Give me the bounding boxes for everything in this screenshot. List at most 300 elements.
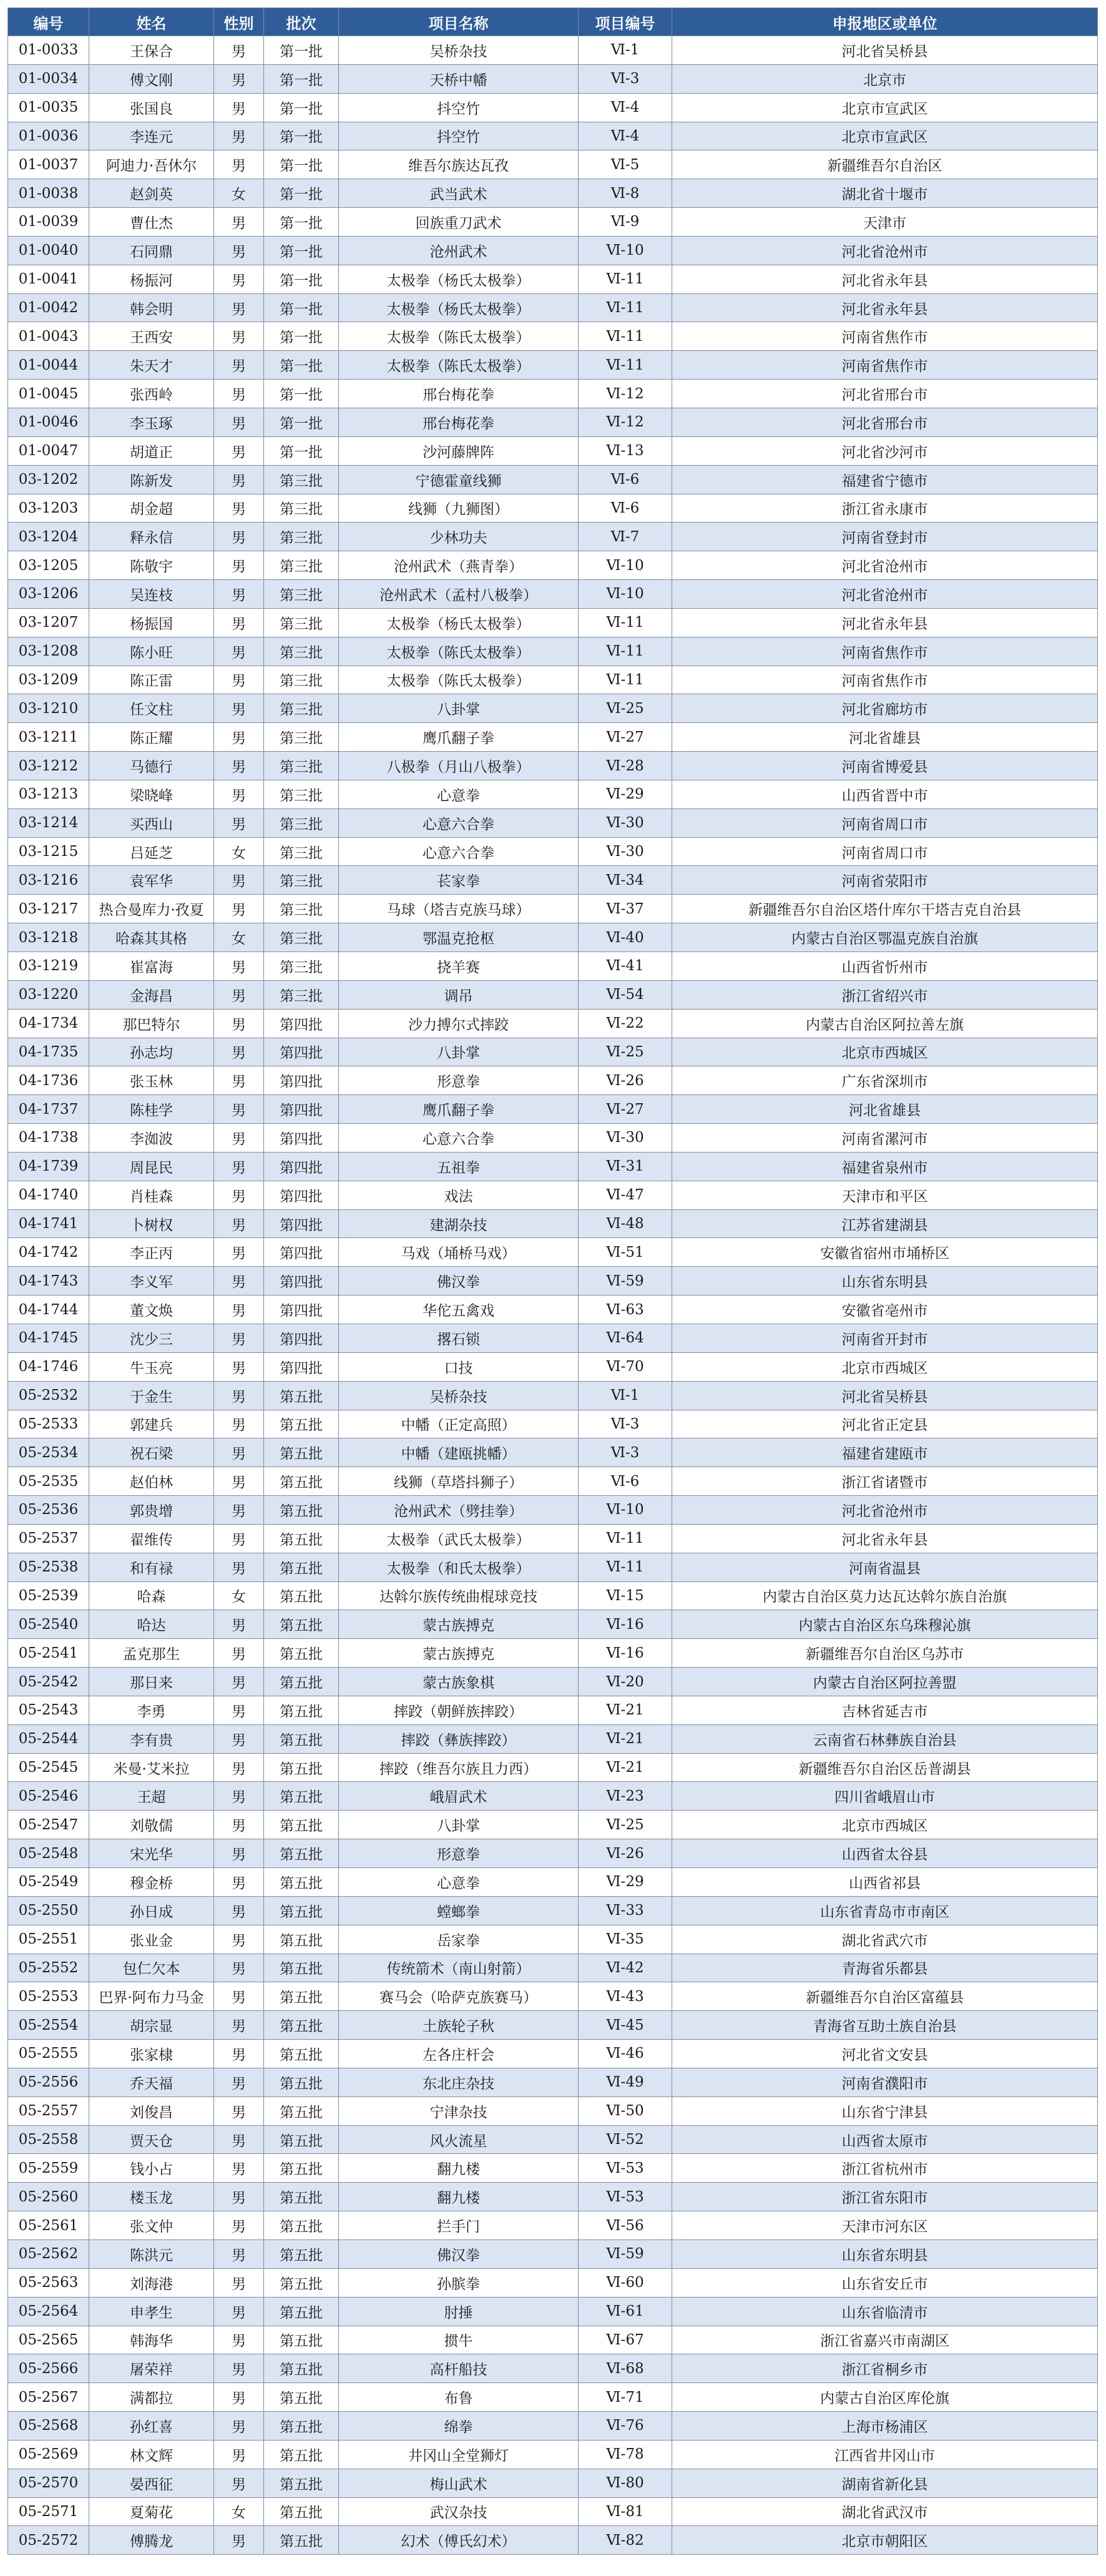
cell-name: 郭贵增 [89, 1496, 214, 1525]
cell-gender: 男 [214, 408, 264, 436]
cell-project-name: 少林功夫 [339, 523, 579, 551]
cell-region: 北京市 [672, 64, 1098, 93]
cell-project-code: Ⅵ-3 [579, 64, 672, 93]
table-row [8, 723, 1098, 752]
cell-id: 05-2566 [8, 2354, 89, 2383]
cell-region: 青海省乐都县 [672, 1954, 1098, 1982]
table-row [8, 2040, 1098, 2068]
cell-batch: 第三批 [264, 666, 339, 694]
cell-batch: 第三批 [264, 523, 339, 551]
cell-region: 北京市朝阳区 [672, 2526, 1098, 2555]
table-row [8, 351, 1098, 380]
cell-id: 05-2552 [8, 1954, 89, 1982]
table-row [8, 923, 1098, 952]
cell-project-name: 戏法 [339, 1181, 579, 1209]
cell-region: 新疆维吾尔自治区塔什库尔干塔吉克自治县 [672, 895, 1098, 923]
cell-region: 浙江省杭州市 [672, 2154, 1098, 2183]
cell-name: 肖桂森 [89, 1181, 214, 1209]
cell-batch: 第五批 [264, 1524, 339, 1553]
cell-name: 孙日成 [89, 1896, 214, 1925]
cell-region: 河南省漯河市 [672, 1124, 1098, 1153]
cell-gender: 男 [214, 809, 264, 837]
cell-project-name: 邢台梅花拳 [339, 408, 579, 436]
cell-name: 申孝生 [89, 2297, 214, 2326]
cell-name: 释永信 [89, 523, 214, 551]
cell-batch: 第五批 [264, 2440, 339, 2469]
cell-batch: 第三批 [264, 465, 339, 494]
cell-project-name: 传统箭术（南山射箭） [339, 1954, 579, 1982]
cell-batch: 第四批 [264, 1152, 339, 1181]
cell-region: 湖北省武穴市 [672, 1925, 1098, 1954]
cell-batch: 第五批 [264, 2469, 339, 2497]
cell-name: 孟克那生 [89, 1639, 214, 1668]
cell-name: 李义军 [89, 1267, 214, 1295]
cell-gender: 男 [214, 1095, 264, 1124]
cell-batch: 第一批 [264, 150, 339, 179]
table-row [8, 465, 1098, 494]
cell-project-name: 苌家拳 [339, 866, 579, 895]
cell-region: 湖南省新化县 [672, 2469, 1098, 2497]
cell-project-code: Ⅵ-30 [579, 837, 672, 866]
cell-id: 05-2544 [8, 1724, 89, 1753]
cell-region: 河南省焦作市 [672, 351, 1098, 380]
cell-project-name: 高杆船技 [339, 2354, 579, 2383]
table-body [8, 36, 1098, 2555]
table-row [8, 2011, 1098, 2040]
table-row [8, 265, 1098, 293]
cell-project-name: 孙膑拳 [339, 2268, 579, 2297]
cell-project-code: Ⅵ-50 [579, 2097, 672, 2125]
cell-project-code: Ⅵ-49 [579, 2068, 672, 2097]
cell-project-code: Ⅵ-70 [579, 1352, 672, 1381]
cell-project-name: 武汉杂技 [339, 2497, 579, 2526]
cell-name: 张业金 [89, 1925, 214, 1954]
cell-batch: 第五批 [264, 2526, 339, 2555]
cell-region: 内蒙古自治区东乌珠穆沁旗 [672, 1610, 1098, 1639]
cell-name: 哈森其其格 [89, 923, 214, 952]
cell-project-code: Ⅵ-13 [579, 436, 672, 465]
cell-project-name: 华佗五禽戏 [339, 1295, 579, 1324]
cell-id: 04-1735 [8, 1038, 89, 1066]
cell-gender: 男 [214, 551, 264, 580]
cell-gender: 男 [214, 1038, 264, 1066]
cell-region: 福建省宁德市 [672, 465, 1098, 494]
cell-gender: 男 [214, 2268, 264, 2297]
cell-project-code: Ⅵ-12 [579, 380, 672, 408]
cell-id: 05-2535 [8, 1467, 89, 1496]
cell-id: 03-1202 [8, 465, 89, 494]
table-row [8, 2268, 1098, 2297]
table-row [8, 809, 1098, 837]
cell-batch: 第五批 [264, 1467, 339, 1496]
header-region: 申报地区或单位 [672, 8, 1098, 36]
cell-name: 李连元 [89, 122, 214, 150]
cell-region: 山西省太谷县 [672, 1839, 1098, 1868]
cell-project-name: 形意拳 [339, 1839, 579, 1868]
cell-id: 03-1205 [8, 551, 89, 580]
cell-gender: 男 [214, 1352, 264, 1381]
cell-batch: 第五批 [264, 2125, 339, 2154]
cell-name: 杨振国 [89, 608, 214, 637]
cell-project-name: 沧州武术（劈挂拳） [339, 1496, 579, 1525]
cell-name: 崔富海 [89, 952, 214, 981]
cell-project-name: 拦手门 [339, 2211, 579, 2240]
table-row [8, 1954, 1098, 1982]
cell-gender: 男 [214, 1267, 264, 1295]
cell-id: 03-1212 [8, 752, 89, 780]
cell-gender: 男 [214, 322, 264, 351]
cell-name: 周昆民 [89, 1152, 214, 1181]
cell-region: 吉林省延吉市 [672, 1696, 1098, 1724]
cell-project-code: Ⅵ-16 [579, 1610, 672, 1639]
cell-project-code: Ⅵ-80 [579, 2469, 672, 2497]
cell-gender: 男 [214, 1124, 264, 1153]
cell-project-code: Ⅵ-11 [579, 608, 672, 637]
cell-gender: 男 [214, 494, 264, 523]
cell-gender: 男 [214, 694, 264, 723]
cell-project-name: 邢台梅花拳 [339, 380, 579, 408]
cell-batch: 第五批 [264, 1553, 339, 1581]
cell-id: 04-1745 [8, 1324, 89, 1352]
cell-project-code: Ⅵ-10 [579, 551, 672, 580]
cell-name: 牛玉亮 [89, 1352, 214, 1381]
cell-project-code: Ⅵ-35 [579, 1925, 672, 1954]
cell-gender: 男 [214, 952, 264, 981]
cell-gender: 男 [214, 1438, 264, 1467]
table-row [8, 122, 1098, 150]
cell-name: 孙志均 [89, 1038, 214, 1066]
header-batch: 批次 [264, 8, 339, 36]
cell-id: 05-2551 [8, 1925, 89, 1954]
table-row [8, 1696, 1098, 1724]
cell-project-code: Ⅵ-29 [579, 780, 672, 809]
cell-region: 福建省泉州市 [672, 1152, 1098, 1181]
cell-batch: 第四批 [264, 1352, 339, 1381]
cell-project-code: Ⅵ-27 [579, 723, 672, 752]
cell-batch: 第四批 [264, 1181, 339, 1209]
cell-gender: 女 [214, 2497, 264, 2526]
cell-gender: 男 [214, 1954, 264, 1982]
table-row [8, 1009, 1098, 1038]
cell-id: 05-2556 [8, 2068, 89, 2097]
cell-project-code: Ⅵ-51 [579, 1238, 672, 1267]
cell-region: 河北省正定县 [672, 1410, 1098, 1438]
table-row [8, 1553, 1098, 1581]
cell-region: 天津市河东区 [672, 2211, 1098, 2240]
cell-batch: 第三批 [264, 809, 339, 837]
cell-id: 03-1214 [8, 809, 89, 837]
cell-project-name: 螳螂拳 [339, 1896, 579, 1925]
cell-name: 卜树权 [89, 1209, 214, 1238]
cell-batch: 第一批 [264, 322, 339, 351]
cell-project-code: Ⅵ-43 [579, 1982, 672, 2011]
cell-project-code: Ⅵ-64 [579, 1324, 672, 1352]
cell-project-code: Ⅵ-21 [579, 1724, 672, 1753]
cell-batch: 第四批 [264, 1209, 339, 1238]
cell-project-code: Ⅵ-41 [579, 952, 672, 981]
cell-region: 河南省开封市 [672, 1324, 1098, 1352]
cell-project-name: 肘捶 [339, 2297, 579, 2326]
cell-region: 河北省邢台市 [672, 408, 1098, 436]
cell-project-name: 赛马会（哈萨克族赛马） [339, 1982, 579, 2011]
cell-region: 河北省雄县 [672, 723, 1098, 752]
cell-id: 05-2557 [8, 2097, 89, 2125]
cell-project-code: Ⅵ-21 [579, 1753, 672, 1782]
table-row [8, 1267, 1098, 1295]
table-row [8, 1811, 1098, 1839]
cell-project-code: Ⅵ-52 [579, 2125, 672, 2154]
cell-region: 天津市 [672, 208, 1098, 237]
table-row [8, 2440, 1098, 2469]
cell-id: 03-1207 [8, 608, 89, 637]
cell-name: 曹仕杰 [89, 208, 214, 237]
cell-project-code: Ⅵ-46 [579, 2040, 672, 2068]
cell-region: 河北省文安县 [672, 2040, 1098, 2068]
cell-region: 内蒙古自治区鄂温克族自治旗 [672, 923, 1098, 952]
table-row [8, 551, 1098, 580]
cell-name: 王超 [89, 1782, 214, 1811]
cell-region: 北京市西城区 [672, 1811, 1098, 1839]
cell-project-code: Ⅵ-8 [579, 179, 672, 208]
cell-project-name: 马戏（埇桥马戏） [339, 1238, 579, 1267]
table-row [8, 1410, 1098, 1438]
cell-name: 阿迪力·吾休尔 [89, 150, 214, 179]
table-row [8, 150, 1098, 179]
table-row [8, 2211, 1098, 2240]
cell-project-code: Ⅵ-56 [579, 2211, 672, 2240]
cell-name: 董文焕 [89, 1295, 214, 1324]
cell-project-name: 抖空竹 [339, 93, 579, 122]
cell-gender: 男 [214, 1868, 264, 1897]
cell-gender: 男 [214, 1381, 264, 1410]
cell-region: 北京市西城区 [672, 1038, 1098, 1066]
cell-project-name: 翻九楼 [339, 2183, 579, 2211]
cell-gender: 男 [214, 1839, 264, 1868]
cell-batch: 第三批 [264, 494, 339, 523]
cell-id: 05-2560 [8, 2183, 89, 2211]
cell-region: 河南省登封市 [672, 523, 1098, 551]
cell-region: 山东省青岛市市南区 [672, 1896, 1098, 1925]
cell-project-name: 太极拳（杨氏太极拳） [339, 265, 579, 293]
cell-project-code: Ⅵ-61 [579, 2297, 672, 2326]
cell-id: 03-1218 [8, 923, 89, 952]
cell-batch: 第五批 [264, 2040, 339, 2068]
cell-project-code: Ⅵ-16 [579, 1639, 672, 1668]
cell-project-name: 八极拳（月山八极拳） [339, 752, 579, 780]
cell-project-code: Ⅵ-4 [579, 93, 672, 122]
cell-project-name: 鹰爪翻子拳 [339, 1095, 579, 1124]
cell-batch: 第一批 [264, 408, 339, 436]
cell-id: 04-1737 [8, 1095, 89, 1124]
cell-batch: 第五批 [264, 2154, 339, 2183]
cell-region: 河北省雄县 [672, 1095, 1098, 1124]
cell-gender: 男 [214, 2412, 264, 2441]
cell-project-name: 井冈山全堂狮灯 [339, 2440, 579, 2469]
cell-project-code: Ⅵ-6 [579, 465, 672, 494]
table-row [8, 1467, 1098, 1496]
cell-batch: 第四批 [264, 1124, 339, 1153]
cell-region: 河南省周口市 [672, 837, 1098, 866]
table-row [8, 895, 1098, 923]
cell-project-code: Ⅵ-25 [579, 1811, 672, 1839]
cell-batch: 第一批 [264, 93, 339, 122]
cell-project-code: Ⅵ-11 [579, 637, 672, 666]
cell-gender: 男 [214, 780, 264, 809]
cell-project-code: Ⅵ-30 [579, 1124, 672, 1153]
cell-id: 03-1209 [8, 666, 89, 694]
cell-project-code: Ⅵ-76 [579, 2412, 672, 2441]
cell-gender: 男 [214, 2154, 264, 2183]
cell-id: 01-0034 [8, 64, 89, 93]
cell-batch: 第五批 [264, 1925, 339, 1954]
cell-project-code: Ⅵ-31 [579, 1152, 672, 1181]
cell-batch: 第五批 [264, 2011, 339, 2040]
cell-name: 张家棣 [89, 2040, 214, 2068]
cell-name: 李有贵 [89, 1724, 214, 1753]
cell-batch: 第五批 [264, 2068, 339, 2097]
cell-batch: 第一批 [264, 179, 339, 208]
cell-project-name: 宁德霍童线狮 [339, 465, 579, 494]
cell-gender: 男 [214, 2526, 264, 2555]
cell-id: 05-2558 [8, 2125, 89, 2154]
cell-project-name: 八卦掌 [339, 1038, 579, 1066]
cell-region: 河北省永年县 [672, 293, 1098, 322]
cell-batch: 第三批 [264, 923, 339, 952]
cell-name: 傅腾龙 [89, 2526, 214, 2555]
cell-region: 山东省东明县 [672, 2239, 1098, 2268]
cell-id: 01-0043 [8, 322, 89, 351]
cell-project-name: 东北庄杂技 [339, 2068, 579, 2097]
cell-id: 05-2571 [8, 2497, 89, 2526]
cell-project-code: Ⅵ-71 [579, 2383, 672, 2412]
cell-region: 河南省周口市 [672, 809, 1098, 837]
cell-name: 石同鼎 [89, 236, 214, 265]
cell-batch: 第三批 [264, 608, 339, 637]
header-project-code: 项目编号 [579, 8, 672, 36]
cell-gender: 男 [214, 1553, 264, 1581]
cell-id: 03-1208 [8, 637, 89, 666]
cell-name: 胡道正 [89, 436, 214, 465]
cell-batch: 第五批 [264, 2211, 339, 2240]
cell-project-code: Ⅵ-54 [579, 980, 672, 1009]
header-id: 编号 [8, 8, 89, 36]
cell-project-code: Ⅵ-82 [579, 2526, 672, 2555]
cell-project-code: Ⅵ-29 [579, 1868, 672, 1897]
cell-project-code: Ⅵ-40 [579, 923, 672, 952]
cell-gender: 男 [214, 2040, 264, 2068]
cell-region: 河南省温县 [672, 1553, 1098, 1581]
cell-batch: 第三批 [264, 580, 339, 609]
cell-id: 05-2559 [8, 2154, 89, 2183]
cell-id: 05-2553 [8, 1982, 89, 2011]
cell-project-name: 太极拳（陈氏太极拳） [339, 666, 579, 694]
table-row [8, 236, 1098, 265]
cell-id: 03-1206 [8, 580, 89, 609]
cell-id: 04-1738 [8, 1124, 89, 1153]
table-row [8, 1038, 1098, 1066]
cell-project-name: 中幡（建瓯挑幡） [339, 1438, 579, 1467]
table-row [8, 208, 1098, 237]
table-row [8, 380, 1098, 408]
cell-gender: 男 [214, 122, 264, 150]
cell-project-name: 太极拳（和氏太极拳） [339, 1553, 579, 1581]
cell-region: 新疆维吾尔自治区 [672, 150, 1098, 179]
table-row [8, 523, 1098, 551]
table-row [8, 2183, 1098, 2211]
cell-region: 江西省井冈山市 [672, 2440, 1098, 2469]
cell-project-name: 翻九楼 [339, 2154, 579, 2183]
table-row [8, 36, 1098, 65]
cell-id: 01-0041 [8, 265, 89, 293]
cell-name: 满都拉 [89, 2383, 214, 2412]
table-row [8, 322, 1098, 351]
cell-name: 王西安 [89, 322, 214, 351]
table-row [8, 2412, 1098, 2441]
header-project-name: 项目名称 [339, 8, 579, 36]
cell-project-code: Ⅵ-11 [579, 351, 672, 380]
cell-project-name: 五祖拳 [339, 1152, 579, 1181]
cell-batch: 第五批 [264, 2183, 339, 2211]
cell-batch: 第一批 [264, 380, 339, 408]
cell-gender: 男 [214, 436, 264, 465]
table-row [8, 1152, 1098, 1181]
cell-batch: 第三批 [264, 895, 339, 923]
cell-project-code: Ⅵ-3 [579, 1438, 672, 1467]
cell-region: 浙江省永康市 [672, 494, 1098, 523]
cell-name: 陈正雷 [89, 666, 214, 694]
cell-batch: 第五批 [264, 1410, 339, 1438]
cell-region: 安徽省亳州市 [672, 1295, 1098, 1324]
cell-name: 贾天仓 [89, 2125, 214, 2154]
table-row [8, 2154, 1098, 2183]
cell-project-name: 摔跤（彝族摔跤） [339, 1724, 579, 1753]
cell-name: 孙红喜 [89, 2412, 214, 2441]
cell-id: 01-0035 [8, 93, 89, 122]
table-row [8, 1324, 1098, 1352]
cell-project-name: 维吾尔族达瓦孜 [339, 150, 579, 179]
table-row [8, 866, 1098, 895]
cell-name: 任文柱 [89, 694, 214, 723]
cell-region: 四川省峨眉山市 [672, 1782, 1098, 1811]
cell-project-code: Ⅵ-10 [579, 236, 672, 265]
cell-id: 03-1220 [8, 980, 89, 1009]
cell-project-name: 挠羊赛 [339, 952, 579, 981]
cell-id: 05-2572 [8, 2526, 89, 2555]
cell-project-name: 沧州武术（燕青拳） [339, 551, 579, 580]
cell-project-code: Ⅵ-7 [579, 523, 672, 551]
cell-project-name: 蒙古族搏克 [339, 1639, 579, 1668]
table-row [8, 2068, 1098, 2097]
cell-project-code: Ⅵ-3 [579, 1410, 672, 1438]
cell-project-code: Ⅵ-37 [579, 895, 672, 923]
cell-project-code: Ⅵ-26 [579, 1066, 672, 1095]
table-row [8, 1524, 1098, 1553]
cell-region: 福建省建瓯市 [672, 1438, 1098, 1467]
cell-name: 刘敬儒 [89, 1811, 214, 1839]
cell-region: 北京市宣武区 [672, 122, 1098, 150]
cell-name: 钱小占 [89, 2154, 214, 2183]
cell-name: 楼玉龙 [89, 2183, 214, 2211]
cell-project-code: Ⅵ-78 [579, 2440, 672, 2469]
cell-name: 翟维传 [89, 1524, 214, 1553]
cell-id: 05-2542 [8, 1668, 89, 1696]
cell-project-name: 马球（塔吉克族马球） [339, 895, 579, 923]
cell-region: 河北省吴桥县 [672, 1381, 1098, 1410]
cell-id: 01-0036 [8, 122, 89, 150]
cell-project-name: 中幡（正定高照） [339, 1410, 579, 1438]
cell-gender: 男 [214, 895, 264, 923]
cell-gender: 男 [214, 1066, 264, 1095]
